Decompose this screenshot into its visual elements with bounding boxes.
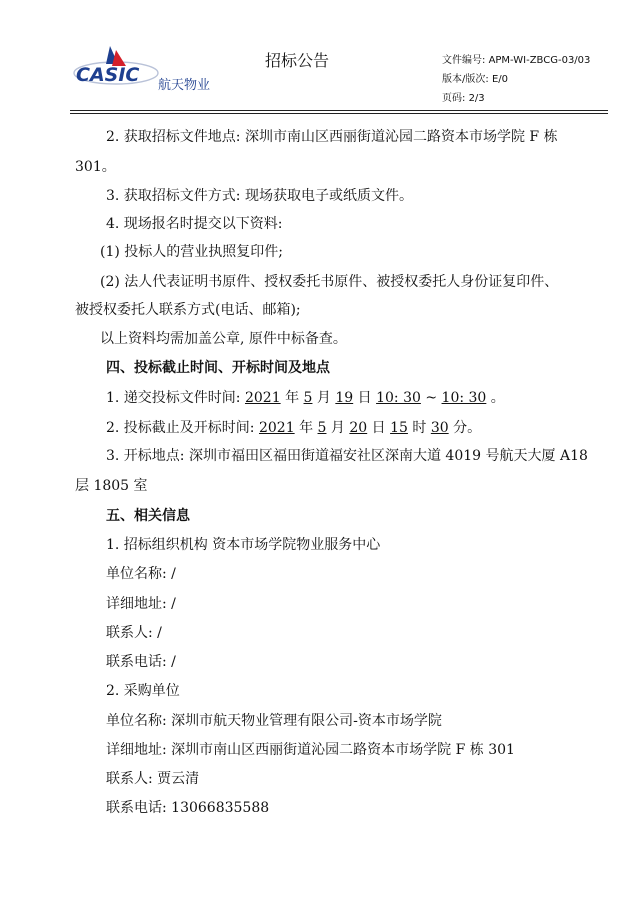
text-line: 3. 开标地点: 深圳市福田区福田街道福安社区深南大道 4019 号航天大厦 A18 [106, 448, 588, 464]
document-header [0, 0, 640, 112]
text-line: 详细地址: / [106, 596, 176, 612]
text-line: 单位名称: 深圳市航天物业管理有限公司-资本市场学院 [106, 713, 442, 729]
header-rule [70, 113, 608, 114]
text-line: 联系人: 贾云清 [106, 771, 200, 787]
submit-time-line: 1. 递交投标文件时间: 2021 年 5 月 19 日 10: 30 ~ 10: 30 。 [106, 390, 505, 406]
text-line: 3. 获取招标文件方式: 现场获取电子或纸质文件。 [106, 188, 413, 204]
text-line: 被授权委托人联系方式(电话、邮箱); [75, 302, 301, 318]
company-name: 航天物业 [158, 78, 211, 93]
page-number: 页码: 2/3 [442, 93, 485, 104]
text-line: (1) 投标人的营业执照复印件; [100, 244, 283, 260]
text-line: 2. 采购单位 [106, 683, 180, 699]
header-rule [70, 110, 608, 111]
text-line: 联系电话: / [106, 654, 176, 670]
deadline-line: 2. 投标截止及开标时间: 2021 年 5 月 20 日 15 时 30 分。 [106, 420, 482, 436]
text-line: (2) 法人代表证明书原件、授权委托书原件、被授权委托人身份证复印件、 [100, 274, 559, 290]
text-line: 以上资料均需加盖公章, 原件中标备查。 [100, 331, 347, 347]
doc-number: 文件编号: APM-WI-ZBCG-03/03 [442, 55, 591, 66]
logo-text: CASIC [76, 64, 140, 86]
text-line: 4. 现场报名时提交以下资料: [106, 216, 283, 232]
text-line: 联系人: / [106, 625, 162, 641]
text-line: 层 1805 室 [75, 478, 148, 494]
text-line: 301。 [75, 159, 116, 175]
text-line: 详细地址: 深圳市南山区西丽街道沁园二路资本市场学院 F 栋 301 [106, 742, 515, 758]
text-line: 2. 获取招标文件地点: 深圳市南山区西丽街道沁园二路资本市场学院 F 栋 [106, 129, 558, 145]
text-line: 单位名称: / [106, 566, 176, 582]
casic-logo-icon [72, 44, 242, 94]
text-line: 联系电话: 13066835588 [106, 800, 270, 816]
text-line: 1. 招标组织机构 资本市场学院物业服务中心 [106, 537, 381, 553]
section-heading: 四、投标截止时间、开标时间及地点 [106, 360, 330, 376]
section-heading: 五、相关信息 [106, 508, 190, 524]
document-title: 招标公告 [265, 51, 330, 70]
doc-version: 版本/版次: E/0 [442, 74, 508, 85]
